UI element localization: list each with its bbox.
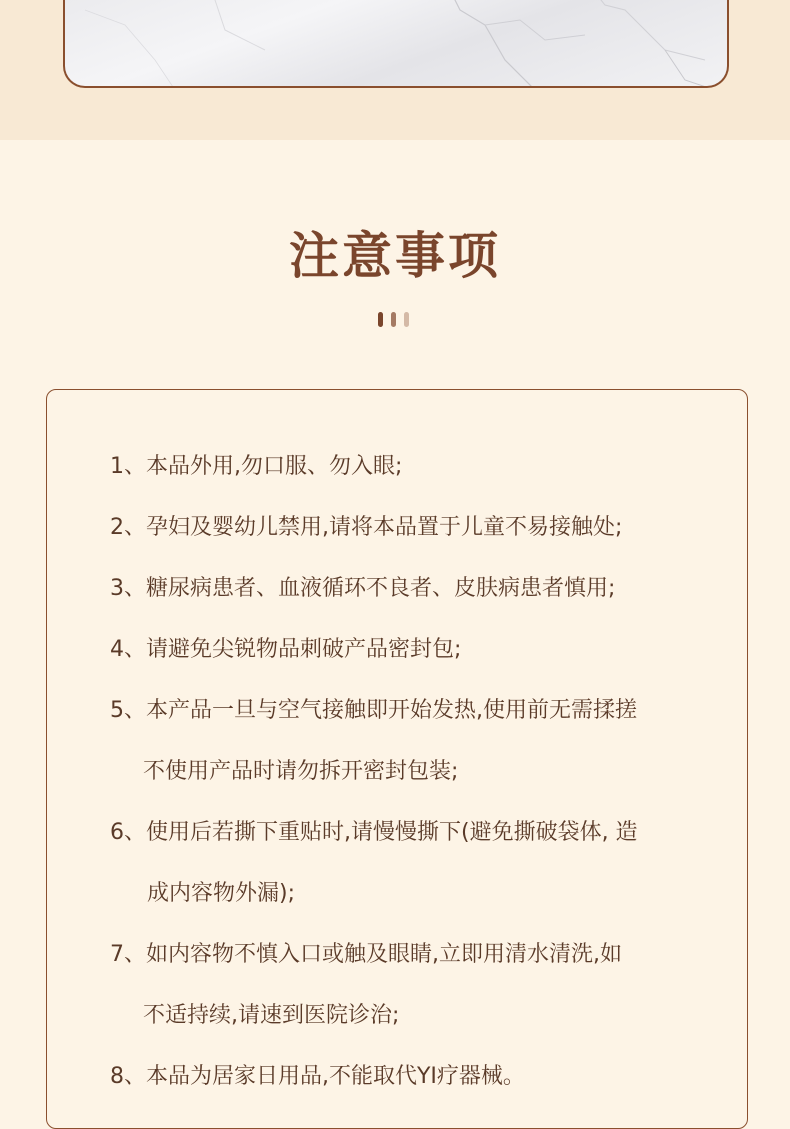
marble-image bbox=[63, 0, 729, 88]
notice-item-8: 8、本品为居家日用品,不能取代YI疗器械。 bbox=[110, 1064, 525, 1089]
notice-item-7-continued: 不适持续,请速到医院诊治; bbox=[143, 1003, 400, 1028]
notice-item-4: 4、请避免尖锐物品刺破产品密封包; bbox=[110, 637, 462, 662]
notice-item-1: 1、本品外用,勿口服、勿入眼; bbox=[110, 454, 403, 479]
notice-item-3: 3、糖尿病患者、血液循环不良者、皮肤病患者慎用; bbox=[110, 576, 616, 601]
notice-item-5-continued: 不使用产品时请勿拆开密封包装; bbox=[143, 759, 459, 784]
title-divider-marks bbox=[378, 312, 412, 328]
page-title: 注意事项 bbox=[289, 227, 501, 285]
notice-item-2: 2、孕妇及婴幼儿禁用,请将本品置于儿童不易接触处; bbox=[110, 515, 623, 540]
notice-item-5: 5、本产品一旦与空气接触即开始发热,使用前无需揉搓 bbox=[110, 698, 637, 723]
notice-item-6-continued: 成内容物外漏); bbox=[147, 881, 295, 906]
notice-item-7: 7、如内容物不慎入口或触及眼睛,立即用清水清洗,如 bbox=[110, 942, 622, 967]
top-band bbox=[0, 0, 790, 140]
notice-item-6: 6、使用后若撕下重贴时,请慢慢撕下(避免撕破袋体, 造 bbox=[110, 820, 638, 845]
